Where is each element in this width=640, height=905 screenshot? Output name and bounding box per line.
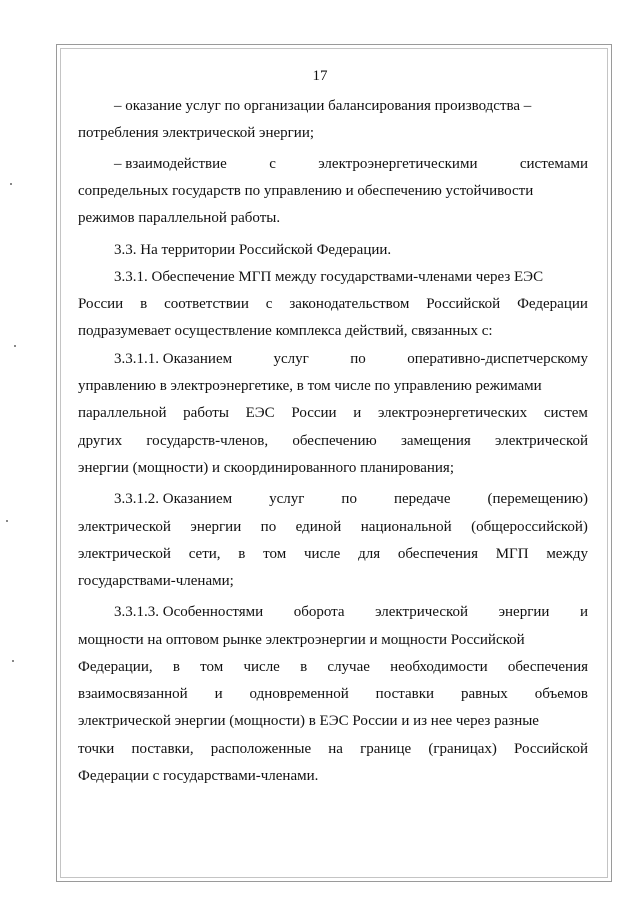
text-segment: режимов параллельной работы.	[78, 210, 281, 226]
text-line	[78, 432, 588, 450]
text-segment: ЕЭС	[245, 405, 275, 421]
text-segment: числе	[243, 659, 280, 675]
text-line	[114, 490, 588, 508]
text-line	[78, 459, 588, 477]
scan-speck	[6, 520, 8, 522]
text-segment: числе	[303, 546, 341, 562]
text-segment: поставки,	[131, 741, 194, 757]
text-line	[114, 603, 588, 621]
text-segment: Федерации с государствами-членами.	[78, 768, 319, 784]
text-segment: электрической	[78, 546, 171, 562]
text-segment: работы	[183, 405, 229, 421]
text-line	[78, 658, 588, 676]
text-line	[114, 155, 588, 173]
text-segment: Российской	[514, 741, 588, 757]
page-number: 17	[312, 68, 328, 84]
text-line	[78, 404, 588, 422]
text-segment: России	[291, 405, 337, 421]
text-segment: обеспечения	[397, 546, 478, 562]
text-segment: сопредельных государств по управлению и обеспечению устойчивости	[78, 183, 534, 199]
text-line	[78, 572, 588, 590]
text-segment: по	[260, 519, 277, 535]
scan-speck	[12, 660, 14, 662]
text-segment: передаче	[393, 491, 451, 507]
text-segment: случае	[327, 659, 370, 675]
text-segment: и	[579, 604, 588, 620]
text-segment: оборота	[293, 604, 345, 620]
text-line	[78, 124, 588, 142]
text-line	[114, 241, 588, 259]
text-line	[78, 377, 588, 395]
text-segment: и	[353, 405, 362, 421]
text-segment: электроэнергетических	[377, 405, 528, 421]
text-segment: подразумевает осуществление комплекса действий, связанных с:	[78, 323, 493, 339]
text-line	[78, 518, 588, 536]
text-segment: взаимосвязанной	[78, 686, 188, 702]
text-segment: между	[546, 546, 588, 562]
text-segment: системами	[519, 156, 588, 172]
text-segment: обеспечению	[292, 433, 377, 449]
scan-speck	[14, 345, 16, 347]
text-segment: энергии	[498, 604, 550, 620]
text-segment: том	[263, 546, 287, 562]
text-segment: Федерации,	[78, 659, 153, 675]
text-segment: услуг	[273, 351, 309, 367]
text-segment: 3.3.1. Обеспечение МГП между государствами-членами через ЕЭС	[114, 269, 544, 285]
text-segment: энергии	[190, 519, 242, 535]
text-segment: единой	[295, 519, 342, 535]
text-segment: необходимости	[390, 659, 488, 675]
text-segment: точки	[78, 741, 115, 757]
text-line	[78, 712, 588, 730]
text-segment: в	[140, 296, 148, 312]
text-segment: 3.3.1.3. Особенностями	[114, 604, 264, 620]
text-segment: 3.3.1.1. Оказанием	[114, 351, 233, 367]
text-segment: услуг	[269, 491, 305, 507]
text-segment: национальной	[360, 519, 452, 535]
text-segment: обеспечения	[507, 659, 588, 675]
text-segment: оперативно-диспетчерскому	[407, 351, 588, 367]
text-line	[78, 740, 588, 758]
text-line	[78, 685, 588, 703]
text-segment: (границах)	[428, 741, 497, 757]
text-line	[114, 97, 588, 115]
text-segment: для	[358, 546, 381, 562]
text-segment: по	[341, 491, 357, 507]
text-line	[78, 631, 588, 649]
text-segment: границе	[360, 741, 412, 757]
text-segment: на	[328, 741, 343, 757]
text-segment: расположенные	[210, 741, 312, 757]
text-segment: электрической	[78, 519, 171, 535]
text-line	[78, 295, 588, 313]
text-segment: МГП	[495, 546, 529, 562]
text-segment: электрической	[495, 433, 588, 449]
text-line	[78, 182, 588, 200]
text-segment: энергии (мощности) и скоординированного планирования;	[78, 460, 454, 476]
text-segment: электроэнергетическими	[318, 156, 478, 172]
text-line	[78, 322, 588, 340]
text-segment: соответствии	[164, 296, 249, 312]
text-segment: законодательством	[289, 296, 410, 312]
text-segment: одновременной	[249, 686, 349, 702]
text-segment: мощности на оптовом рынке электроэнергии и мощности Российской	[78, 632, 525, 648]
text-segment: в	[238, 546, 246, 562]
text-segment: поставки	[375, 686, 435, 702]
text-segment: (общероссийской)	[471, 519, 588, 535]
text-segment: государств-членов,	[146, 433, 269, 449]
text-segment: с	[265, 296, 273, 312]
text-line	[78, 767, 588, 785]
text-segment: – оказание услуг по организации балансирования производства –	[114, 98, 532, 114]
text-segment: систем	[543, 405, 588, 421]
text-segment: с	[269, 156, 276, 172]
text-segment: Российской	[426, 296, 501, 312]
text-segment: Федерации	[517, 296, 588, 312]
text-segment: в	[300, 659, 308, 675]
text-segment: (перемещению)	[487, 491, 588, 507]
text-segment: параллельной	[78, 405, 167, 421]
text-segment: потребления электрической энергии;	[78, 125, 315, 141]
text-line	[114, 350, 588, 368]
text-segment: электрической энергии (мощности) в ЕЭС России и из нее через разные	[78, 713, 539, 729]
text-segment: других	[78, 433, 123, 449]
text-segment: 3.3. На территории Российской Федерации.	[114, 242, 392, 258]
text-segment: управлению в электроэнергетике, в том числе по управлению режимами	[78, 378, 542, 394]
text-segment: в	[172, 659, 180, 675]
text-segment: том	[200, 659, 224, 675]
text-segment: электрической	[375, 604, 469, 620]
text-segment: замещения	[400, 433, 471, 449]
text-line	[114, 268, 588, 286]
text-segment: по	[350, 351, 366, 367]
text-line	[78, 209, 588, 227]
text-segment: России	[78, 296, 124, 312]
text-segment: и	[214, 686, 223, 702]
scan-speck	[10, 183, 12, 185]
text-segment: – взаимодействие	[114, 156, 227, 172]
text-segment: равных	[460, 686, 508, 702]
text-line	[78, 545, 588, 563]
text-segment: объемов	[534, 686, 588, 702]
text-segment: 3.3.1.2. Оказанием	[114, 491, 233, 507]
text-segment: сети,	[188, 546, 221, 562]
text-segment: государствами-членами;	[78, 573, 234, 589]
